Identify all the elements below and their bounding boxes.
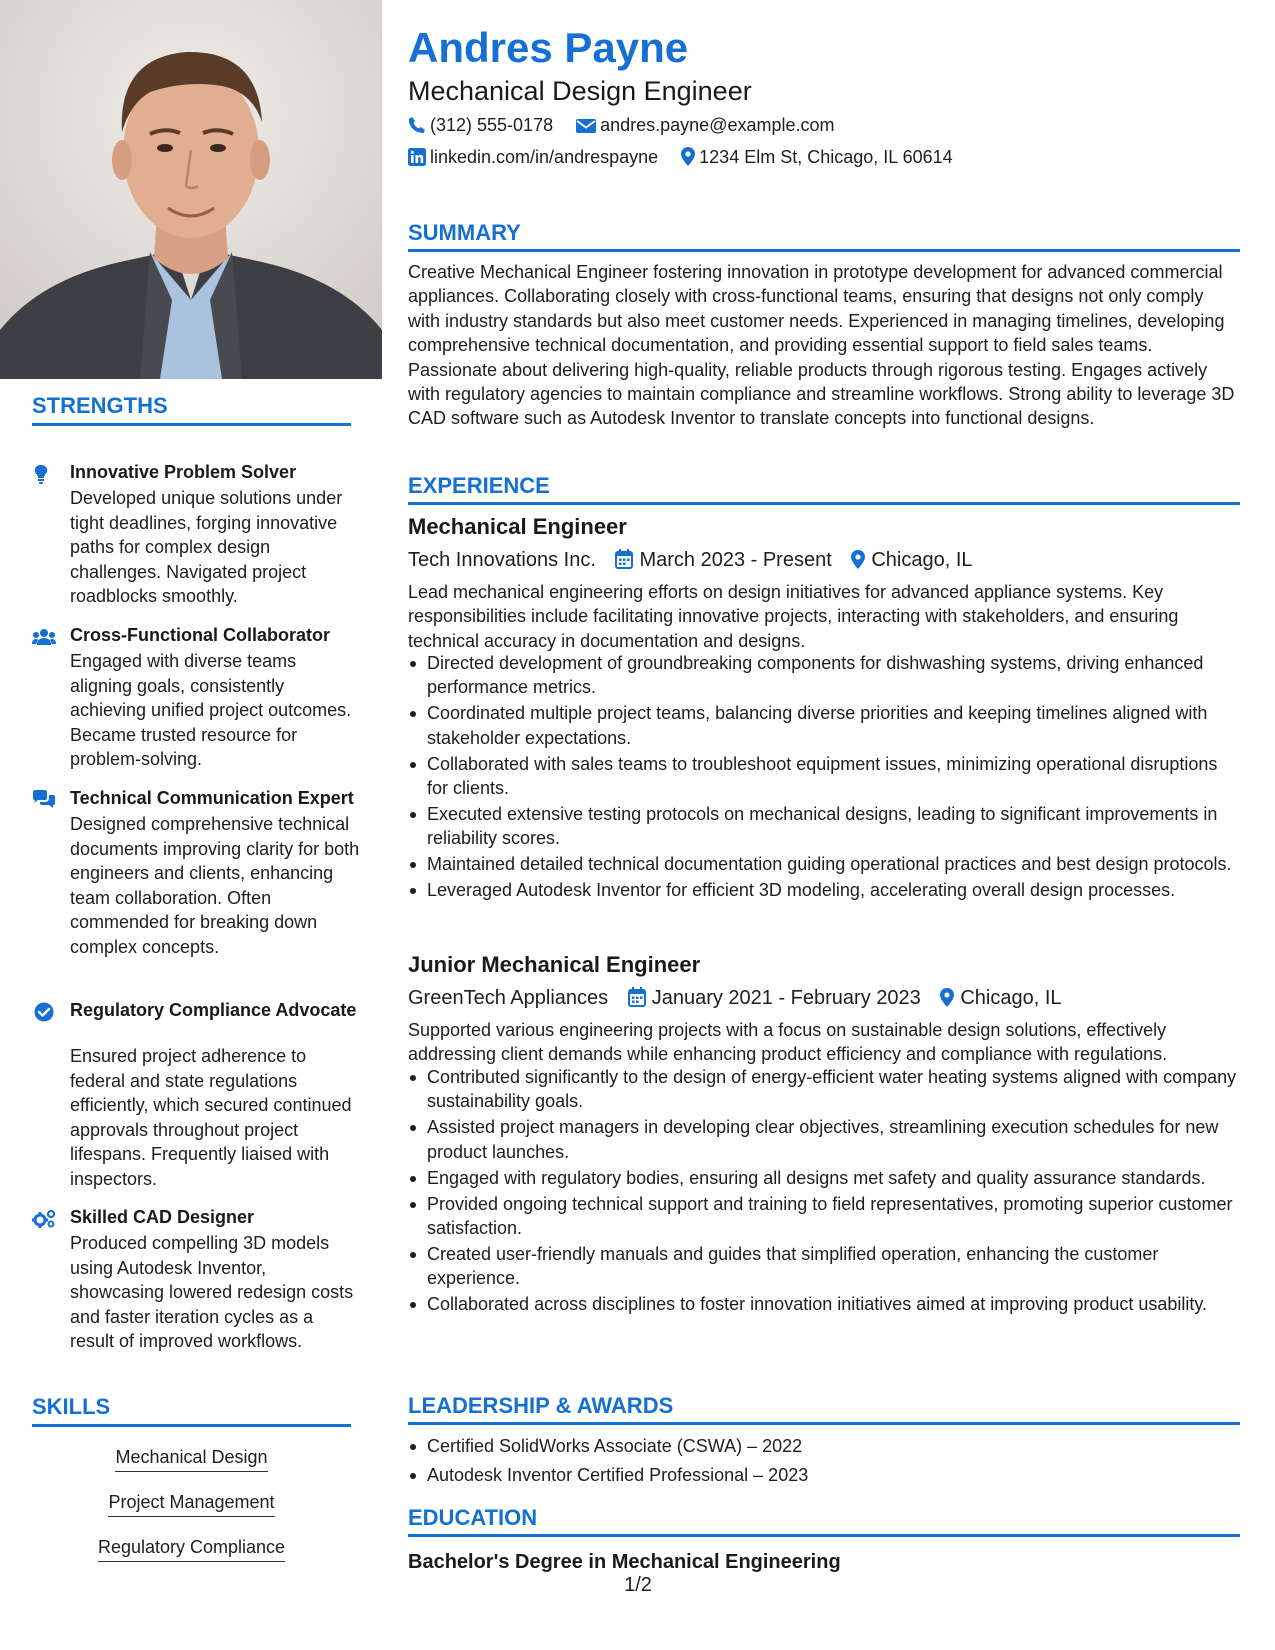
list-item: Provided ongoing technical support and training to field representatives, promoting superior customer satisfaction. (408, 1192, 1240, 1241)
address-text: 1234 Elm St, Chicago, IL 60614 (699, 147, 953, 167)
contact-row (408, 114, 835, 136)
job-bullets (408, 1065, 1240, 1318)
strength-title: Cross-Functional Collaborator (70, 625, 331, 645)
experience-heading: EXPERIENCE (408, 473, 1240, 505)
list-item: Executed extensive testing protocols on mechanical designs, leading to significant improvements in reliability scores. (408, 802, 1240, 851)
list-item: Maintained detailed technical documentation guiding operational practices and best design protocols. (408, 852, 1240, 876)
job-meta (408, 986, 1062, 1010)
lightbulb-icon (32, 464, 56, 484)
skill-item (32, 1537, 351, 1562)
skill-label: Mechanical Design (115, 1447, 267, 1472)
job-dates: January 2021 - February 2023 (651, 987, 921, 1009)
strengths-heading: STRENGTHS (32, 393, 351, 426)
email-contact[interactable] (576, 115, 834, 135)
linkedin-contact[interactable] (408, 147, 663, 167)
chat-bubbles-icon (32, 790, 56, 810)
portrait-illustration (0, 0, 382, 379)
job-company: GreenTech Appliances (408, 987, 609, 1009)
map-pin-icon (940, 988, 954, 1007)
list-item: Leveraged Autodesk Inventor for efficient 3D modeling, accelerating overall design processes. (408, 878, 1240, 902)
candidate-name: Andres Payne (408, 24, 689, 71)
list-item: Coordinated multiple project teams, balancing diverse priorities and keeping timelines aligned with stakeholder expectations. (408, 701, 1240, 750)
education-degree: Bachelor's Degree in Mechanical Engineering (408, 1551, 841, 1573)
strength-description: Ensured project adherence to federal and state regulations efficiently, which secured continued approvals throughout project lifespans. Frequently liaised with inspectors. (70, 1046, 352, 1189)
skill-label: Project Management (108, 1492, 274, 1517)
strength-title: Skilled CAD Designer (70, 1207, 255, 1227)
calendar-icon (628, 987, 646, 1007)
skills-heading: SKILLS (32, 1394, 351, 1427)
job-title: Mechanical Engineer (408, 514, 627, 539)
list-item: Contributed significantly to the design of energy-efficient water heating systems aligned with company sustainability goals. (408, 1065, 1240, 1114)
profile-photo (0, 0, 382, 379)
list-item: Collaborated with sales teams to troubleshoot equipment issues, minimizing operational disruptions for clients. (408, 752, 1240, 801)
strength-description: Designed comprehensive technical documents improving clarity for both engineers and clients, enhancing team collaboration. Often commended for breaking down complex concepts. (70, 814, 360, 957)
envelope-icon (576, 118, 596, 134)
linkedin-icon (408, 148, 426, 166)
summary-text: Creative Mechanical Engineer fostering innovation in prototype development for advanced commercial appliances. Collaborating closely with cross-functional teams, ensuring that designs not only comply with industry standards but also meet customer needs. Experienced in managing timelines, developing comprehensive technical documentation, and providing essential support to field sales teams. Passionate about delivering high-quality, reliable products through rigorous testing. Engages actively with regulatory agencies to maintain compliance and streamline workflows. Strong ability to leverage 3D CAD software such as Autodesk Inventor to translate concepts into functional designs. (408, 262, 1235, 429)
awards-list (408, 1434, 1240, 1489)
awards-heading: LEADERSHIP & AWARDS (408, 1393, 1240, 1425)
education-heading: EDUCATION (408, 1505, 1240, 1537)
job-company: Tech Innovations Inc. (408, 549, 596, 571)
phone-icon (408, 116, 426, 134)
job-summary: Lead mechanical engineering efforts on design initiatives for advanced appliance systems. Key responsibilities include facilitating innovative projects, interacting with stakeholders, and ensuring technical accuracy in documentation and designs. (408, 582, 1179, 651)
strength-description: Developed unique solutions under tight deadlines, forging innovative paths for complex design challenges. Navigated project roadblocks smoothly. (70, 488, 343, 606)
page-number: 1/2 (624, 1574, 652, 1596)
sidebar (0, 0, 382, 1650)
list-item: Certified SolidWorks Associate (CSWA) – 2022 (408, 1434, 1240, 1458)
gears-icon (32, 1209, 56, 1229)
linkedin-text: linkedin.com/in/andrespayne (430, 147, 659, 167)
job-meta (408, 548, 973, 572)
job-dates: March 2023 - Present (639, 549, 832, 571)
job-summary: Supported various engineering projects with a focus on sustainable design solutions, effectively addressing client demands while enhancing product efficiency and compliance with regulations. (408, 1020, 1168, 1065)
list-item: Engaged with regulatory bodies, ensuring all designs met safety and quality assurance standards. (408, 1166, 1240, 1190)
phone-text: (312) 555-0178 (430, 115, 554, 135)
strength-description: Engaged with diverse teams aligning goals, consistently achieving unified project outcomes. Became trusted resource for problem-solving. (70, 651, 352, 769)
main-content (408, 0, 1240, 1650)
strength-description: Produced compelling 3D models using Autodesk Inventor, showcasing lowered redesign costs and faster iteration cycles as a result of improved workflows. (70, 1233, 354, 1351)
job-location: Chicago, IL (960, 987, 1062, 1009)
email-text: andres.payne@example.com (600, 115, 835, 135)
address-contact (681, 147, 953, 167)
list-item: Collaborated across disciplines to foster innovation initiatives aimed at improving product usability. (408, 1292, 1240, 1316)
list-item: Assisted project managers in developing clear objectives, streamlining execution schedules for new product launches. (408, 1115, 1240, 1164)
job-location: Chicago, IL (871, 549, 973, 571)
strength-title: Regulatory Compliance Advocate (70, 1000, 357, 1020)
check-circle-icon (32, 1002, 56, 1022)
map-pin-icon (681, 147, 695, 166)
skill-item (32, 1492, 351, 1517)
contact-row (408, 146, 953, 168)
map-pin-icon (851, 550, 865, 569)
users-icon (32, 627, 56, 647)
job-bullets (408, 651, 1240, 904)
phone-contact[interactable] (408, 115, 558, 135)
skill-label: Regulatory Compliance (98, 1537, 285, 1562)
calendar-icon (615, 549, 633, 569)
summary-heading: SUMMARY (408, 220, 1240, 252)
skill-item (32, 1447, 351, 1472)
strength-title: Innovative Problem Solver (70, 462, 297, 482)
candidate-title: Mechanical Design Engineer (408, 76, 752, 106)
list-item: Autodesk Inventor Certified Professional – 2023 (408, 1463, 1240, 1487)
strength-title: Technical Communication Expert (70, 788, 354, 808)
list-item: Directed development of groundbreaking components for dishwashing systems, driving enhanced performance metrics. (408, 651, 1240, 700)
list-item: Created user-friendly manuals and guides that simplified operation, enhancing the customer experience. (408, 1242, 1240, 1291)
job-title: Junior Mechanical Engineer (408, 952, 701, 977)
